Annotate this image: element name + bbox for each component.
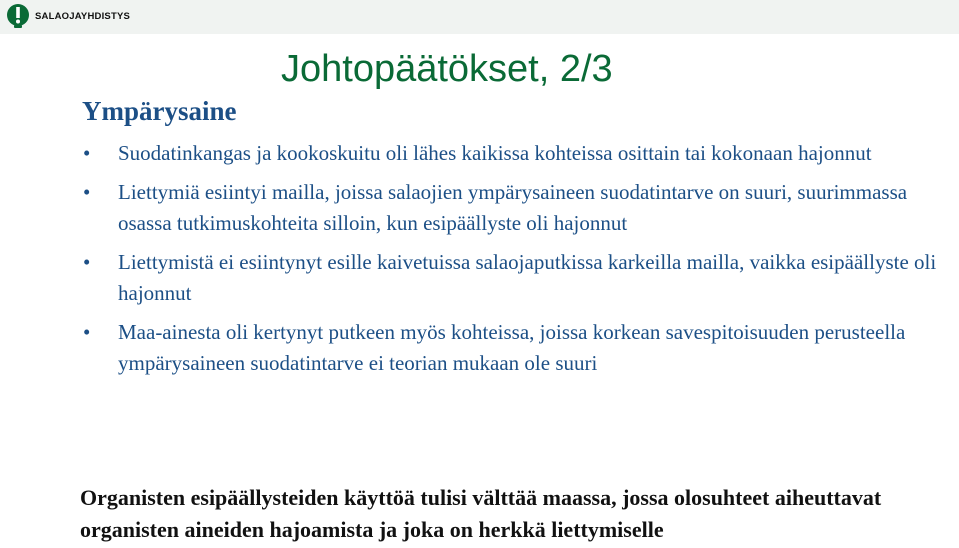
- salaojayhdistys-logo-icon: [6, 3, 30, 29]
- logo-text: SALAOJAYHDISTYS: [35, 10, 131, 22]
- bullet-list: [80, 138, 946, 379]
- section-heading: Ympärysaine: [82, 96, 237, 126]
- organization-logo: [6, 3, 130, 29]
- bullet-marker: •: [83, 141, 91, 165]
- bullet-marker: •: [83, 320, 91, 344]
- bullet-marker: •: [83, 180, 91, 204]
- bullet-item: [80, 177, 946, 239]
- bullet-text: Suodatinkangas ja kookoskuitu oli lähes kaikissa kohteissa osittain tai kokonaan hajonnut: [118, 141, 872, 165]
- bullet-item: [80, 138, 946, 169]
- bullet-text: Maa-ainesta oli kertynyt putkeen myös kohteissa, joissa korkean savespitoisuuden perusteella ympärysaineen suodatintarve ei teorian mukaan ole suuri: [118, 320, 906, 375]
- top-band: [0, 0, 959, 34]
- bullet-text: Liettymiä esiintyi mailla, joissa salaojien ympärysaineen suodatintarve on suuri, suurimmassa osassa tutkimuskohteita silloin, kun esipäällyste oli hajonnut: [118, 180, 908, 235]
- conclusion-text: Organisten esipäällysteiden käyttöä tulisi välttää maassa, jossa olosuhteet aiheuttavat organisten aineiden hajoamista ja joka on herkkä liettymiselle: [80, 485, 882, 542]
- bullet-marker: •: [83, 250, 91, 274]
- bullet-item: [80, 247, 946, 309]
- bullet-item: [80, 317, 946, 379]
- bullet-text: Liettymistä ei esiintynyt esille kaivetuissa salaojaputkissa karkeilla mailla, vaikka esipäällyste oli hajonnut: [118, 250, 937, 305]
- slide-title: Johtopäätökset, 2/3: [281, 48, 613, 90]
